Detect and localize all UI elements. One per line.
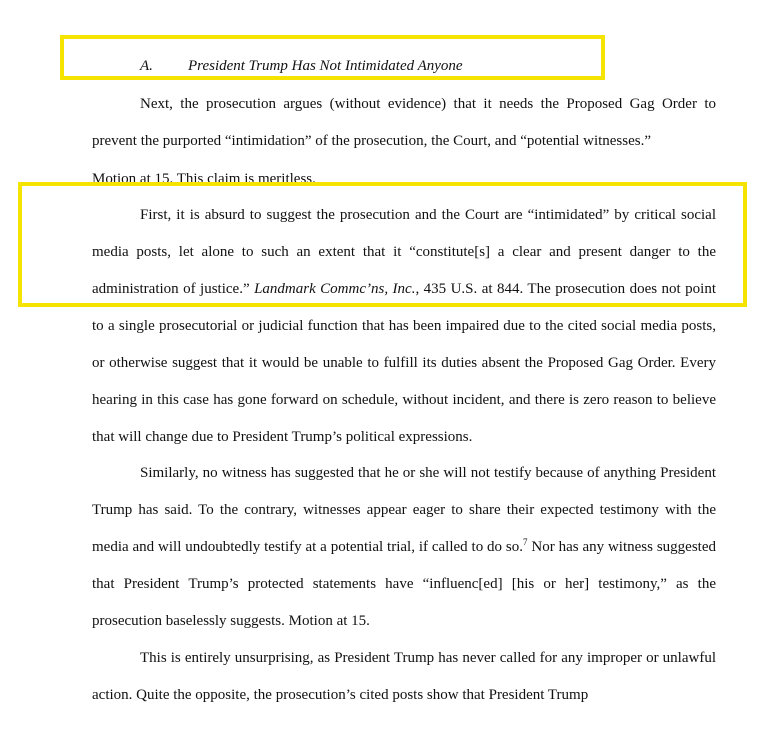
paragraph-3-text-a: Similarly, no witness has suggested that he or she will not testify because of anything President Trump has said. To the contrary, witnesses appear eager to share their expected testimony with the media and will undoubtedly testify at a potential trial, if called to do so.	[92, 465, 716, 555]
paragraph-1-cut-text: Motion at 15. This claim is meritless.	[92, 171, 316, 185]
paragraph-1-last-line	[92, 161, 316, 185]
paragraph-2-text-b: , 435 U.S. at 844. The prosecution does not point to a single prosecutorial or judicial function that has been impaired due to the cited social media posts, or otherwise suggest that it would be unable to fulfill its duties absent the Proposed Gag Order. Every hearing in this case has gone forward on schedule, without incident, and there is zero reason to believe that will change due to President Trump’s political expressions.	[92, 281, 717, 445]
paragraph-1	[92, 86, 716, 160]
paragraph-4-text: This is entirely unsurprising, as President Trump has never called for any improper or unlawful action. Quite the opposite, the prosecution’s cited posts show that President Trump	[92, 650, 716, 703]
paragraph-3	[92, 455, 716, 640]
section-heading	[140, 58, 463, 75]
section-title: President Trump Has Not Intimidated Anyone	[188, 58, 463, 74]
paragraph-3-text-b: Nor has any witness suggested that President Trump’s protected statements have “influenc[ed] [his or her] testimony,” as the prosecution baselessly suggests. Motion at 15.	[92, 539, 716, 629]
section-letter: A.	[140, 58, 153, 74]
paragraph-1-text: Next, the prosecution argues (without evidence) that it needs the Proposed Gag Order to prevent the purported “intimidation” of the prosecution, the Court, and “potential witnesses.”	[92, 96, 716, 149]
paragraph-4	[92, 640, 716, 714]
case-citation: Landmark Commc’ns, Inc.	[254, 281, 416, 297]
paragraph-2-text-a: First, it is absurd to suggest the prosecution and the Court are “intimidated” by critical social media posts, let alone to such an extent that it “constitute[s] a clear and present danger to the administration of justice.”	[92, 207, 716, 297]
paragraph-2	[92, 197, 716, 456]
footnote-marker[interactable]: 7	[523, 537, 528, 547]
